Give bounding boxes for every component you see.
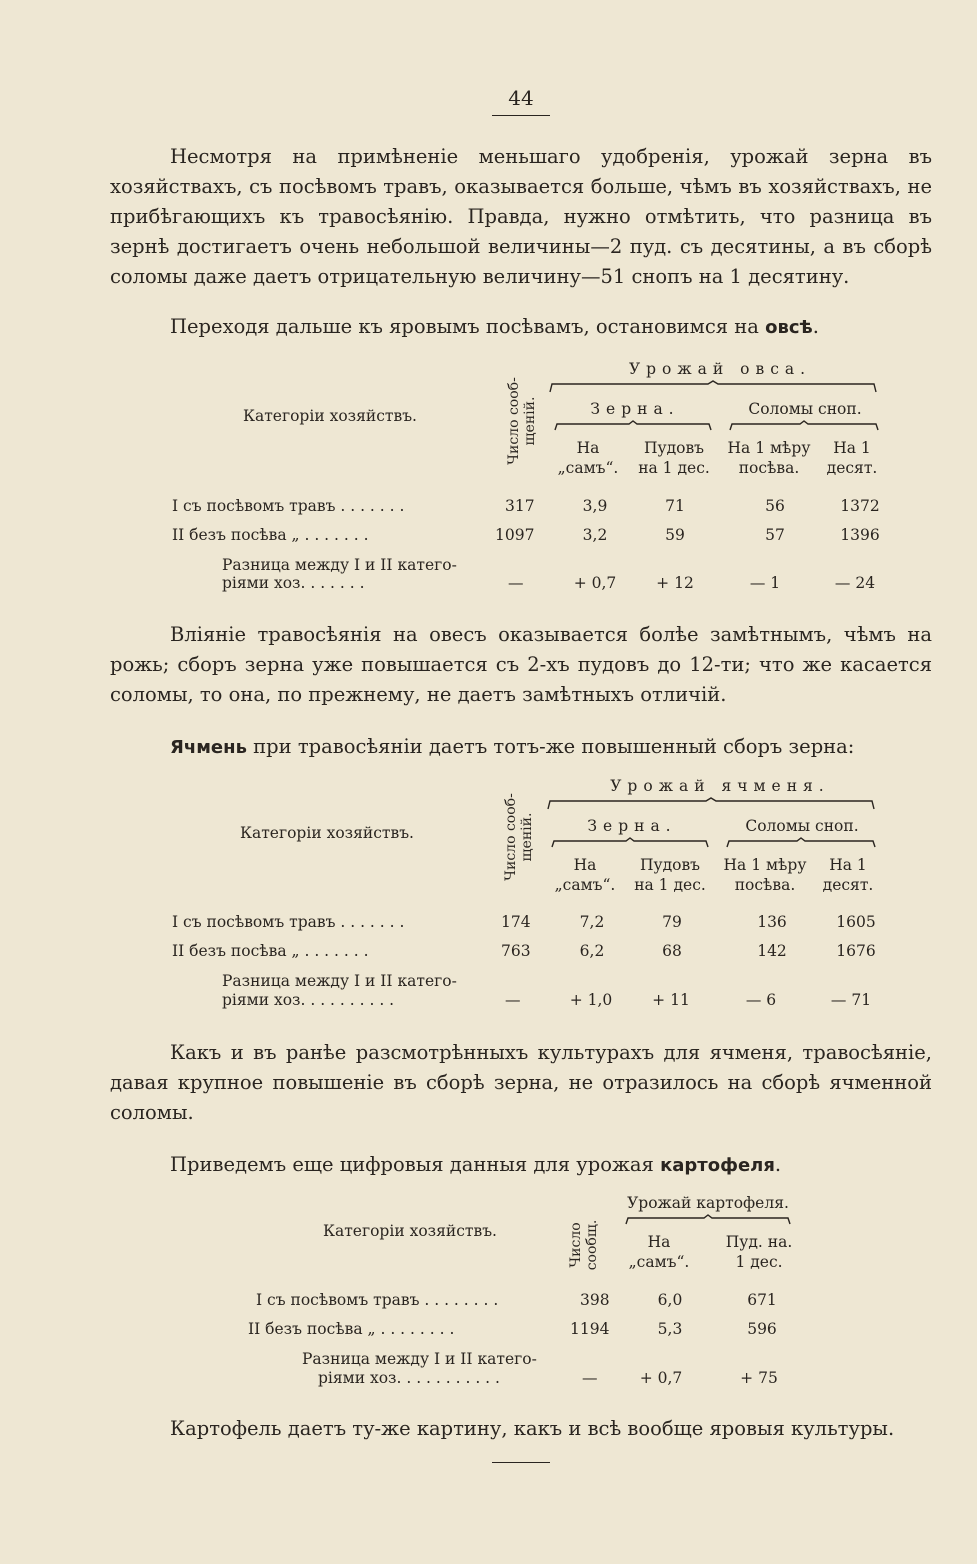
- barley-row-1-sam: 7,2: [579, 913, 605, 931]
- potato-row-1-sam: 6,0: [657, 1291, 683, 1309]
- oats-yield-brace: [548, 380, 878, 396]
- end-rule: [492, 1462, 550, 1463]
- oats-straw-header: Соломы сноп.: [748, 400, 862, 418]
- oats-straw-brace: [728, 420, 882, 434]
- potato-diff-pud: + 75: [740, 1369, 778, 1387]
- oats-grain-brace: [553, 420, 715, 434]
- oats-row-1-count: 317: [505, 497, 535, 515]
- barley-grain-brace: [550, 837, 712, 851]
- barley-yield-header: Урожай ячменя.: [610, 777, 830, 795]
- potato-yield-brace: [624, 1214, 794, 1228]
- barley-yield-brace: [546, 797, 876, 813]
- barley-row-2-count: 763: [501, 942, 531, 960]
- oats-row-2-desyat: 1396: [840, 526, 880, 544]
- barley-diff-label-1: Разница между I и II катего-: [222, 972, 457, 990]
- barley-row-2-sam: 6,2: [579, 942, 605, 960]
- oats-row-2-pud: 59: [665, 526, 685, 544]
- page-number-rule: [492, 115, 550, 116]
- oats-diff-desyat: — 24: [834, 574, 876, 592]
- oats-diff-label-1: Разница между I и II катего-: [222, 556, 457, 574]
- paragraph-2: Переходя дальше къ яровымъ посѣвамъ, остановимся на овсѣ.: [170, 315, 819, 338]
- barley-col-pud: Пудовъ на 1 дес.: [634, 856, 706, 894]
- paragraph-5: Какъ и въ ранѣе разсмотрѣнныхъ культурахъ для ячменя, травосѣяніе, давая крупное повышеніе въ сборѣ зерна, не отразилось на сборѣ ячменной соломы.: [110, 1041, 932, 1124]
- potato-yield-header: Урожай картофеля.: [627, 1194, 789, 1212]
- oats-category-header: Категоріи хозяйствъ.: [243, 407, 417, 425]
- highlight-potato: картофеля: [660, 1155, 775, 1176]
- barley-row-1-count: 174: [501, 913, 531, 931]
- paragraph-1: Несмотря на примѣненіе меньшаго удобренія, урожай зерна въ хозяйствахъ, съ посѣвомъ травъ, оказывается больше, чѣмъ въ хозяйствахъ, не прибѣгающихъ къ травосѣянію. Правда, нужно отмѣтить, что разница въ зернѣ достигаетъ очень небольшой величины—2 пуд. съ десятины, а въ сборѣ соломы даже даетъ отрицательную величину—51 снопъ на 1 десятину.: [110, 145, 932, 288]
- potato-row-2-count: 1194: [570, 1320, 610, 1338]
- barley-row-1-pud: 79: [662, 913, 682, 931]
- paragraph-4: Ячмень при травосѣяніи даетъ тотъ-же повышенный сборъ зерна:: [170, 735, 855, 758]
- potato-diff-count: —: [582, 1369, 598, 1387]
- barley-diff-sam: + 1,0: [569, 991, 613, 1009]
- paragraph-3: Вліяніе травосѣянія на овесъ оказывается болѣе замѣтнымъ, чѣмъ на рожь; сборъ зерна уже повышается съ 2-хъ пудовъ до 12-ти; что же касается соломы, то она, по прежнему, не даетъ замѣтныхъ отличій.: [110, 623, 932, 706]
- oats-row-2-label: II безъ посѣва „ . . . . . . .: [172, 526, 369, 544]
- potato-category-header: Категоріи хозяйствъ.: [323, 1222, 497, 1240]
- oats-row-2-sam: 3,2: [582, 526, 608, 544]
- barley-row-2-pud: 68: [662, 942, 682, 960]
- oats-diff-sam: + 0,7: [573, 574, 617, 592]
- oats-row-2-count: 1097: [495, 526, 535, 544]
- oats-diff-measure: — 1: [749, 574, 781, 592]
- barley-straw-brace: [725, 837, 879, 851]
- barley-col-sam: На „самъ“.: [554, 856, 616, 894]
- potato-diff-label-2: ріями хоз. . . . . . . . . . .: [318, 1369, 500, 1387]
- potato-row-1-label: I съ посѣвомъ травъ . . . . . . . .: [256, 1291, 499, 1309]
- barley-diff-desyat: — 71: [830, 991, 872, 1009]
- oats-row-1-pud: 71: [665, 497, 685, 515]
- paragraph-6: Приведемъ еще цифровыя данныя для урожая картофеля.: [170, 1153, 782, 1176]
- paragraph-7: Картофель даетъ ту-же картину, какъ и всѣ вообще яровыя культуры.: [170, 1417, 895, 1440]
- oats-diff-label-2: ріями хоз. . . . . . .: [222, 574, 365, 592]
- oats-row-1-label: I съ посѣвомъ травъ . . . . . . .: [172, 497, 405, 515]
- barley-row-1-label: I съ посѣвомъ травъ . . . . . . .: [172, 913, 405, 931]
- oats-col-sam: На „самъ“.: [557, 439, 619, 477]
- potato-row-2-sam: 5,3: [657, 1320, 683, 1338]
- oats-diff-count: —: [508, 574, 524, 592]
- potato-row-2-label: II безъ посѣва „ . . . . . . . .: [248, 1320, 455, 1338]
- oats-row-1-measure: 56: [765, 497, 785, 515]
- oats-count-header: Число сооб-щеній.: [506, 377, 538, 465]
- barley-row-2-desyat: 1676: [836, 942, 876, 960]
- page-number: 44: [508, 86, 534, 110]
- potato-row-1-pud: 671: [747, 1291, 777, 1309]
- barley-row-2-measure: 142: [757, 942, 787, 960]
- barley-row-1-desyat: 1605: [836, 913, 876, 931]
- potato-count-header: Число сообщ.: [568, 1219, 600, 1271]
- oats-row-1-sam: 3,9: [582, 497, 608, 515]
- oats-row-2-measure: 57: [765, 526, 785, 544]
- oats-row-1-desyat: 1372: [840, 497, 880, 515]
- oats-diff-pud: + 12: [656, 574, 694, 592]
- oats-col-pud: Пудовъ на 1 дес.: [638, 439, 710, 477]
- barley-col-desyat: На 1 десят.: [822, 856, 874, 894]
- barley-count-header: Число сооб-щеній.: [503, 793, 535, 881]
- potato-col-pud: Пуд. на. 1 дес.: [725, 1233, 793, 1271]
- potato-row-1-count: 398: [580, 1291, 610, 1309]
- oats-col-measure: На 1 мѣру посѣва.: [727, 439, 811, 477]
- barley-col-measure: На 1 мѣру посѣва.: [723, 856, 807, 894]
- barley-diff-measure: — 6: [745, 991, 777, 1009]
- barley-category-header: Категоріи хозяйствъ.: [240, 824, 414, 842]
- highlight-oats: овсѣ: [765, 317, 813, 338]
- potato-diff-label-1: Разница между I и II катего-: [302, 1350, 537, 1368]
- potato-row-2-pud: 596: [747, 1320, 777, 1338]
- barley-diff-label-2: ріями хоз. . . . . . . . . .: [222, 991, 395, 1009]
- potato-diff-sam: + 0,7: [639, 1369, 683, 1387]
- barley-grain-header: Зерна.: [587, 817, 677, 835]
- oats-col-desyat: На 1 десят.: [826, 439, 878, 477]
- barley-straw-header: Соломы сноп.: [745, 817, 859, 835]
- barley-diff-count: —: [505, 991, 521, 1009]
- potato-col-sam: На „самъ“.: [628, 1233, 690, 1271]
- highlight-barley: Ячмень: [170, 737, 247, 758]
- barley-diff-pud: + 11: [652, 991, 690, 1009]
- barley-row-2-label: II безъ посѣва „ . . . . . . .: [172, 942, 369, 960]
- oats-yield-header: Урожай овса.: [628, 360, 812, 378]
- oats-grain-header: Зерна.: [590, 400, 680, 418]
- barley-row-1-measure: 136: [757, 913, 787, 931]
